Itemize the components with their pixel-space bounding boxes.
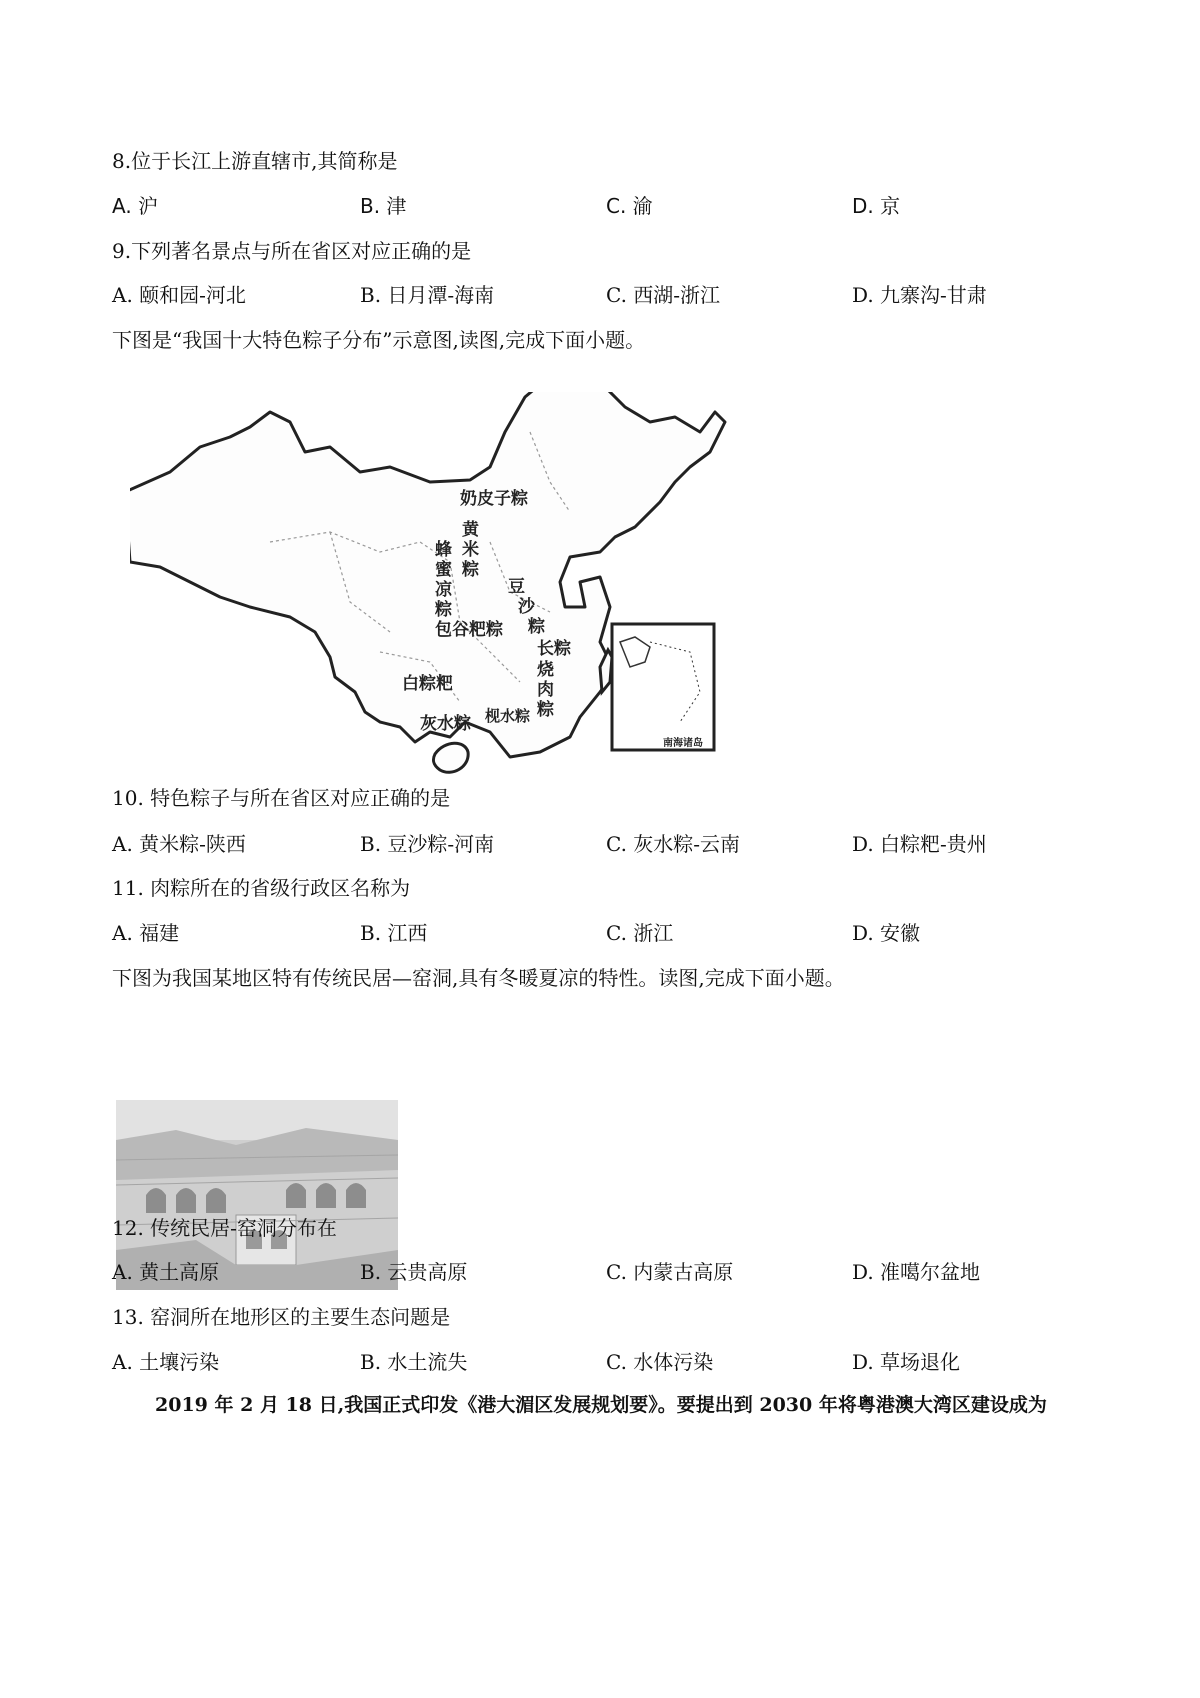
q10-option-d: D. 白粽粑-贵州 [852, 832, 987, 856]
q11-option-c: C. 浙江 [606, 921, 674, 945]
q12-option-d: D. 准噶尔盆地 [852, 1260, 981, 1284]
label-huangmi-2: 米 [462, 540, 479, 560]
q13-option-d: D. 草场退化 [852, 1350, 961, 1374]
label-shaorou-2: 肉 [537, 680, 554, 700]
label-dousha-3: 粽 [528, 617, 545, 637]
question-12-stem: 12. 传统民居-窑洞分布在 [112, 1216, 337, 1240]
label-dousha-1: 豆 [508, 577, 525, 597]
label-fengmi-3: 凉 [435, 580, 452, 600]
q12-option-b: B. 云贵高原 [360, 1260, 468, 1284]
label-huangmi-1: 黄 [462, 520, 479, 540]
q9-option-c: C. 西湖-浙江 [606, 283, 721, 307]
q12-option-c: C. 内蒙古高原 [606, 1260, 734, 1284]
q13-option-a: A. 土壤污染 [112, 1350, 220, 1374]
question-10-stem: 10. 特色粽子与所在省区对应正确的是 [112, 786, 451, 810]
q10-option-c: C. 灰水粽-云南 [606, 832, 741, 856]
label-shaorou-1: 烧 [537, 660, 554, 680]
label-nanhai: 南海诸岛 [663, 738, 703, 749]
label-shaorou-3: 粽 [537, 700, 554, 720]
q11-option-a: A. 福建 [112, 921, 180, 945]
question-8-stem: 8.位于长江上游直辖市,其简称是 [112, 149, 398, 173]
hainan-island [433, 743, 468, 772]
label-dousha-2: 沙 [518, 597, 535, 617]
q12-option-a: A. 黄土高原 [112, 1260, 220, 1284]
q8-option-b: B. 津 [360, 194, 407, 218]
q9-option-d: D. 九寨沟-甘肃 [852, 283, 987, 307]
q8-option-d: D. 京 [852, 194, 901, 218]
label-fengmi-4: 粽 [435, 600, 452, 620]
label-huangmi-3: 粽 [462, 560, 479, 580]
label-chang: 长粽 [537, 639, 571, 659]
q8-option-a: A. 沪 [112, 194, 159, 218]
q9-option-a: A. 颐和园-河北 [112, 283, 246, 307]
question-13-stem: 13. 窑洞所在地形区的主要生态问题是 [112, 1305, 451, 1329]
q13-option-b: B. 水土流失 [360, 1350, 468, 1374]
q10-option-b: B. 豆沙粽-河南 [360, 832, 495, 856]
map-intro: 下图是“我国十大特色粽子分布”示意图,读图,完成下面小题。 [112, 328, 646, 352]
question-9-stem: 9.下列著名景点与所在省区对应正确的是 [112, 239, 472, 263]
q8-option-c: C. 渝 [606, 194, 653, 218]
q11-option-b: B. 江西 [360, 921, 428, 945]
question-11-stem: 11. 肉粽所在的省级行政区名称为 [112, 876, 411, 900]
label-baogu: 包谷粑粽 [435, 620, 503, 640]
south-china-sea-inset [612, 624, 714, 750]
label-huishui: 灰水粽 [420, 714, 471, 734]
label-fengmi-2: 蜜 [435, 560, 452, 580]
photo-intro: 下图为我国某地区特有传统民居—窑洞,具有冬暖夏凉的特性。读图,完成下面小题。 [112, 966, 845, 990]
label-baizong: 白粽粑 [402, 674, 453, 694]
zongzi-distribution-map [130, 392, 800, 832]
q10-option-a: A. 黄米粽-陕西 [112, 832, 246, 856]
label-fengmi-1: 蜂 [435, 540, 452, 560]
q9-option-b: B. 日月潭-海南 [360, 283, 495, 307]
bay-area-paragraph: 2019 年 2 月 18 日,我国正式印发《港大湄区发展规划要》。要提出到 2030 年将粤港澳大湾区建设成为 [155, 1394, 1047, 1416]
label-jianshui: 枧水粽 [485, 707, 531, 725]
q13-option-c: C. 水体污染 [606, 1350, 714, 1374]
q11-option-d: D. 安徽 [852, 921, 921, 945]
label-naipi: 奶皮子粽 [460, 489, 528, 509]
